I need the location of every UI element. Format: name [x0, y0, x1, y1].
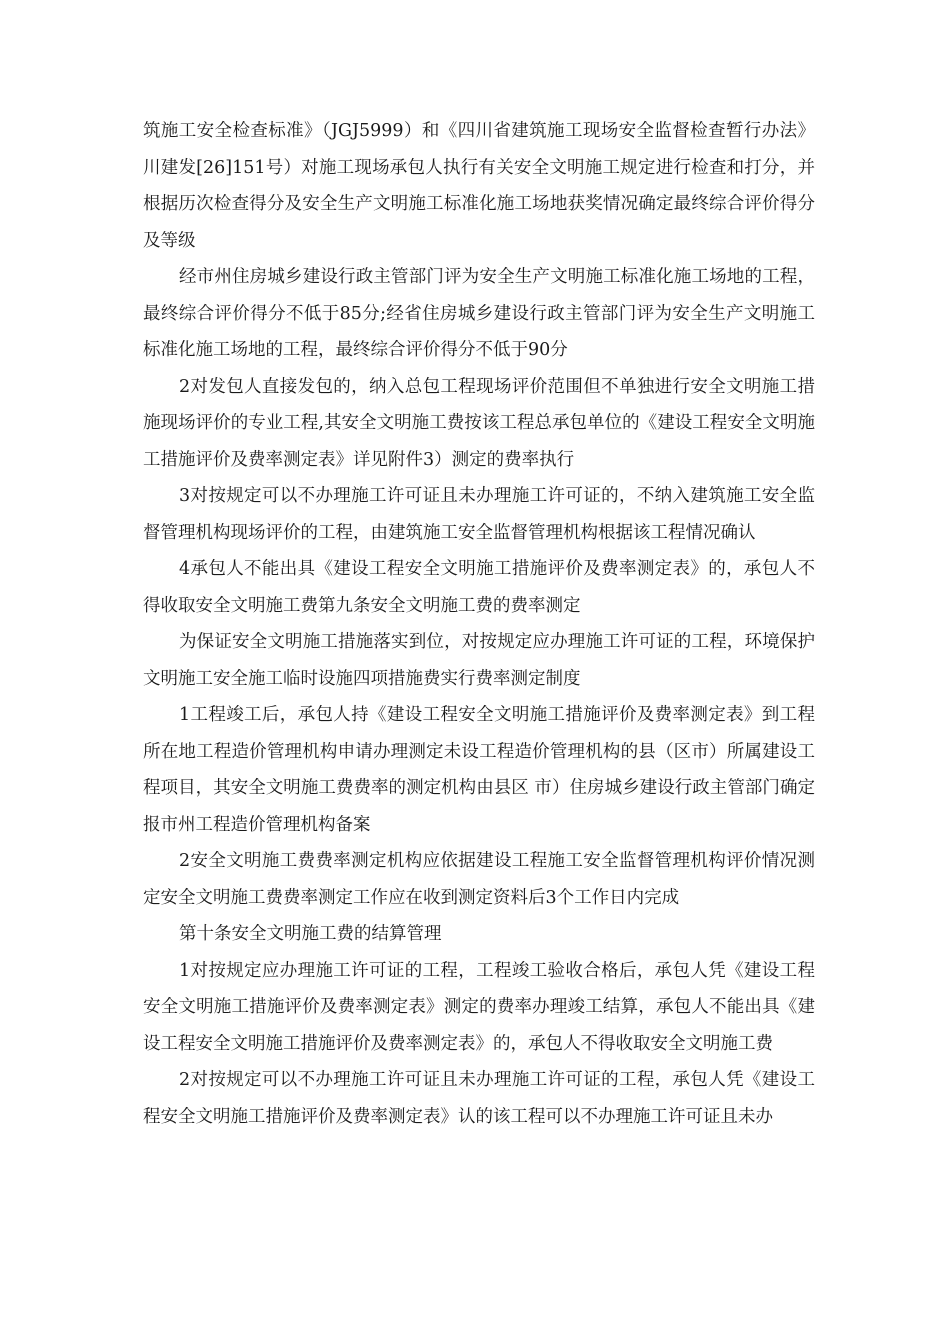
paragraph-2: 经市州住房城乡建设行政主管部门评为安全生产文明施工标准化施工场地的工程，最终综合评价得分不低于85分;经省住房城乡建设行政主管部门评为安全生产文明施工标准化施工场地的工程，最终综合评价得分不低于90分 [143, 267, 815, 360]
paragraph-4: 3对按规定可以不办理施工许可证且未办理施工许可证的，不纳入建筑施工安全监督管理机构现场评价的工程，由建筑施工安全监督管理机构根据该工程情况确认 [143, 486, 815, 543]
paragraph-10: 1对按规定应办理施工许可证的工程，工程竣工验收合格后，承包人凭《建设工程安全文明施工措施评价及费率测定表》测定的费率办理竣工结算，承包人不能出具《建设工程安全文明施工措施评价及费率测定表》的，承包人不得收取安全文明施工费 [143, 960, 815, 1054]
paragraph-5: 4承包人不能出具《建设工程安全文明施工措施评价及费率测定表》的，承包人不得收取安全文明施工费第九条安全文明施工费的费率测定 [143, 559, 815, 616]
paragraph-8: 2安全文明施工费费率测定机构应依据建设工程施工安全监督管理机构评价情况测定安全文明施工费费率测定工作应在收到测定资料后3个工作日内完成 [143, 851, 815, 908]
paragraph-7: 1工程竣工后，承包人持《建设工程安全文明施工措施评价及费率测定表》到工程所在地工程造价管理机构申请办理测定未设工程造价管理机构的县（区市）所属建设工程项目，其安全文明施工费费率的测定机构由县区 市）住房城乡建设行政主管部门确定报市州工程造价管理机构备案 [143, 705, 815, 835]
document-body [143, 113, 815, 1135]
paragraph-1: 筑施工安全检查标准》（JGJ5999）和《四川省建筑施工现场安全监督检查暂行办法》川建发[26]151号）对施工现场承包人执行有关安全文明施工规定进行检查和打分，并根据历次检查得分及安全生产文明施工标准化施工场地获奖情况确定最终综合评价得分及等级 [143, 121, 815, 251]
paragraph-6: 为保证安全文明施工措施落实到位，对按规定应办理施工许可证的工程，环境保护文明施工安全施工临时设施四项措施费实行费率测定制度 [143, 632, 815, 689]
section-heading: 第十条安全文明施工费的结算管理 [179, 924, 442, 944]
paragraph-3: 2对发包人直接发包的，纳入总包工程现场评价范围但不单独进行安全文明施工措施现场评价的专业工程,其安全文明施工费按该工程总承包单位的《建设工程安全文明施工措施评价及费率测定表》详见附件3）测定的费率执行 [143, 376, 815, 470]
paragraph-11: 2对按规定可以不办理施工许可证且未办理施工许可证的工程，承包人凭《建设工程安全文明施工措施评价及费率测定表》认的该工程可以不办理施工许可证且未办 [143, 1070, 815, 1127]
